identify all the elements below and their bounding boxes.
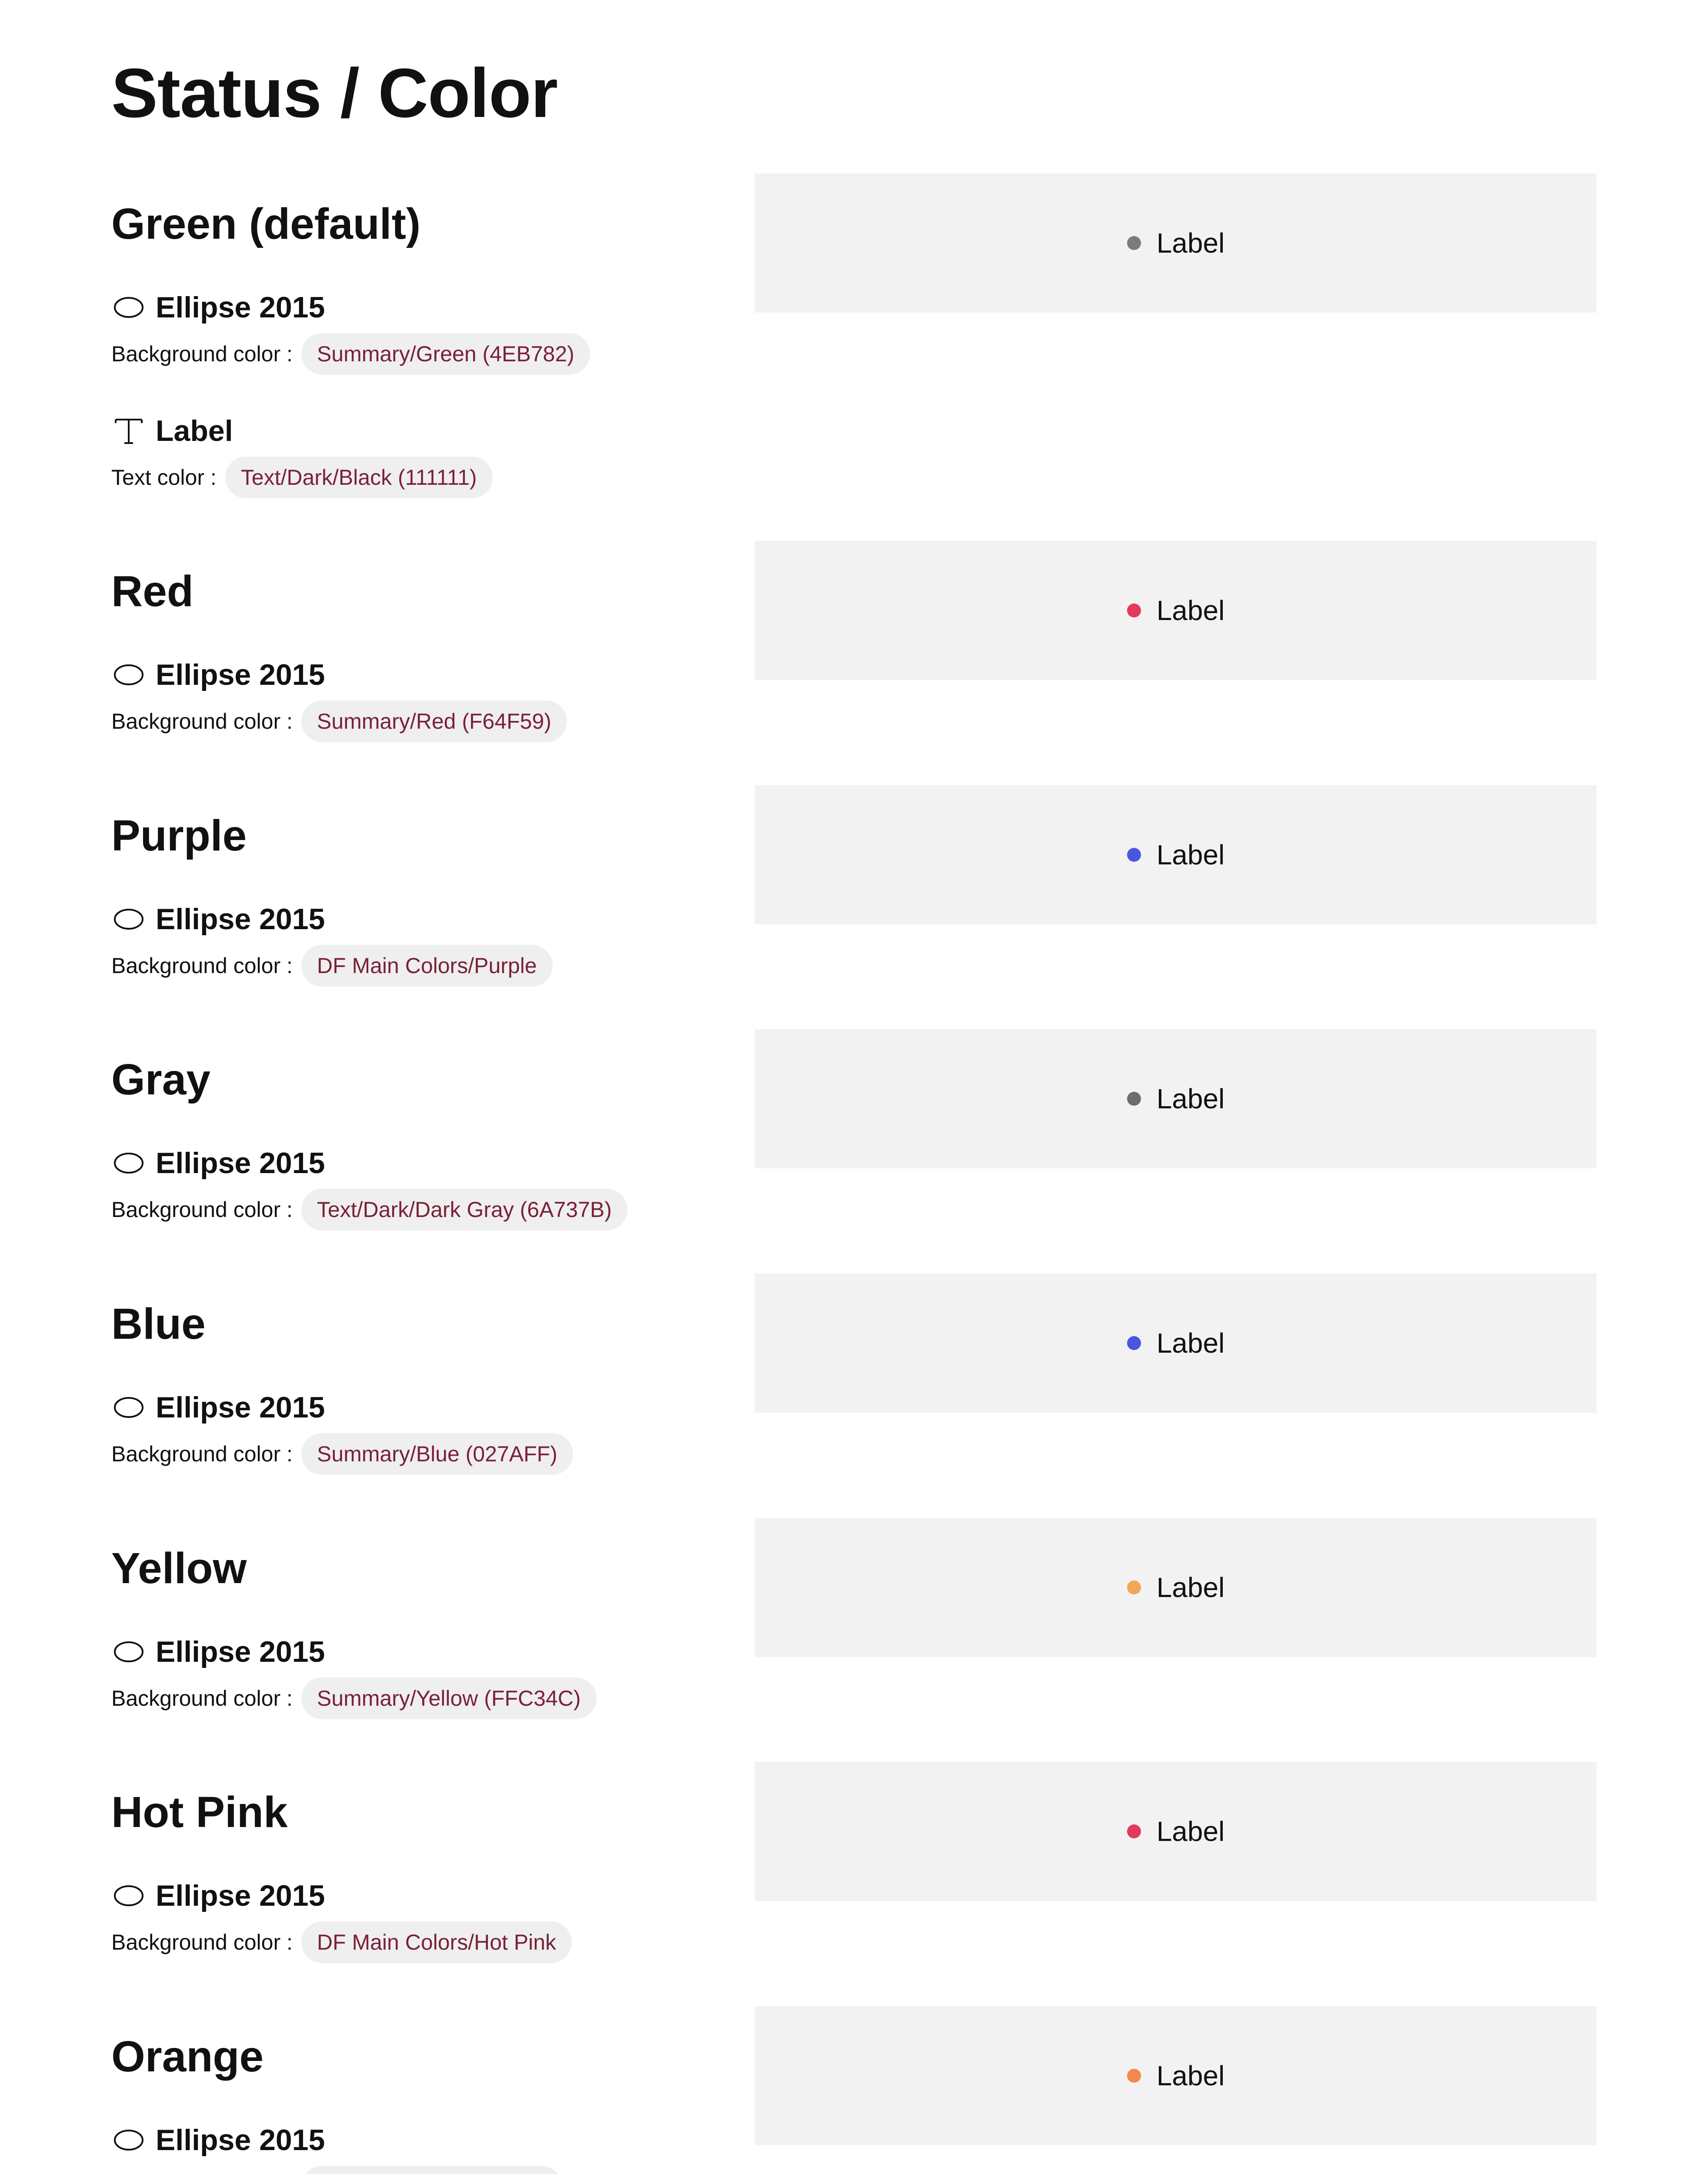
status-dot xyxy=(1127,1092,1141,1106)
layer-name: Label xyxy=(156,414,233,447)
background-color-prop xyxy=(111,333,590,375)
background-color-prop xyxy=(111,1433,573,1475)
status-text: Label xyxy=(1156,595,1225,626)
ellipse-icon xyxy=(111,2123,146,2157)
status-label[interactable] xyxy=(1127,1574,1225,1601)
ellipse-layer xyxy=(111,1634,325,1669)
layer-name: Ellipse 2015 xyxy=(156,1147,325,1180)
ellipse-layer xyxy=(111,1146,325,1180)
status-dot xyxy=(1127,1336,1141,1350)
ellipse-layer xyxy=(111,290,325,325)
status-dot xyxy=(1127,848,1141,862)
ellipse-icon xyxy=(111,657,146,692)
background-color-prop xyxy=(111,945,553,987)
background-color-prop xyxy=(111,1677,597,1719)
ellipse-icon xyxy=(111,1878,146,1913)
page-title: Status / Color xyxy=(111,54,558,132)
prop-label: Background color : xyxy=(111,709,293,734)
prop-label: Background color : xyxy=(111,1930,293,1954)
prop-label: Background color : xyxy=(111,1442,293,1466)
text-icon xyxy=(111,413,146,448)
ellipse-layer xyxy=(111,657,325,692)
status-label[interactable] xyxy=(1127,229,1225,257)
status-preview xyxy=(755,1518,1597,1657)
color-token-chip[interactable]: Summary/Blue (027AFF) xyxy=(301,1433,573,1475)
color-token-chip[interactable]: DF Main Colors/Hot Pink xyxy=(301,1921,572,1963)
layer-name: Ellipse 2015 xyxy=(156,291,325,324)
ellipse-layer xyxy=(111,902,325,937)
prop-label: Background color : xyxy=(111,342,293,366)
status-dot xyxy=(1127,1580,1141,1594)
color-token-chip[interactable]: Summary/Green (4EB782) xyxy=(301,333,590,375)
ellipse-layer xyxy=(111,1390,325,1425)
ellipse-layer xyxy=(111,1878,325,1913)
status-preview xyxy=(755,173,1597,313)
status-dot xyxy=(1127,236,1141,250)
ellipse-icon xyxy=(111,902,146,937)
prop-label: Text color : xyxy=(111,465,217,490)
status-preview xyxy=(755,1274,1597,1413)
section-title: Yellow xyxy=(111,1544,247,1593)
status-label[interactable] xyxy=(1127,841,1225,869)
layer-name: Ellipse 2015 xyxy=(156,2124,325,2157)
status-preview xyxy=(755,2006,1597,2145)
ellipse-layer xyxy=(111,2123,325,2157)
background-color-prop xyxy=(111,1189,627,1230)
status-preview xyxy=(755,1029,1597,1168)
background-color-prop xyxy=(111,700,567,742)
text-color-prop xyxy=(111,457,493,498)
status-preview xyxy=(755,541,1597,680)
status-dot xyxy=(1127,604,1141,617)
status-preview xyxy=(755,785,1597,924)
layer-name: Ellipse 2015 xyxy=(156,1391,325,1424)
status-label[interactable] xyxy=(1127,1085,1225,1113)
prop-label: Background color : xyxy=(111,1686,293,1711)
background-color-prop xyxy=(111,1921,572,1963)
status-dot xyxy=(1127,2069,1141,2083)
status-text: Label xyxy=(1156,1083,1225,1114)
layer-name: Ellipse 2015 xyxy=(156,1635,325,1668)
color-token-chip[interactable]: Text/Dark/Dark Gray (6A737B) xyxy=(301,1189,627,1230)
section-title: Hot Pink xyxy=(111,1788,288,1837)
status-text: Label xyxy=(1156,2060,1225,2091)
section-title: Red xyxy=(111,567,193,616)
color-token-chip[interactable]: Summary/Yellow (FFC34C) xyxy=(301,1677,597,1719)
status-text: Label xyxy=(1156,839,1225,870)
status-label[interactable] xyxy=(1127,2062,1225,2090)
color-token-chip[interactable]: DF Main Colors/Purple xyxy=(301,945,553,987)
status-dot xyxy=(1127,1824,1141,1838)
color-token-chip[interactable]: Text/Dark/Black (111111) xyxy=(225,457,493,498)
prop-label: Background color : xyxy=(111,1197,293,1222)
status-label[interactable] xyxy=(1127,597,1225,624)
color-token-chip[interactable]: Summary/Red (F64F59) xyxy=(301,700,567,742)
status-text: Label xyxy=(1156,1572,1225,1603)
layer-name: Ellipse 2015 xyxy=(156,903,325,936)
ellipse-icon xyxy=(111,1634,146,1669)
background-color-prop xyxy=(111,2166,562,2174)
ellipse-icon xyxy=(111,1146,146,1180)
section-title: Gray xyxy=(111,1055,210,1104)
layer-name: Ellipse 2015 xyxy=(156,1879,325,1912)
ellipse-icon xyxy=(111,290,146,325)
status-text: Label xyxy=(1156,1327,1225,1359)
status-label[interactable] xyxy=(1127,1329,1225,1357)
ellipse-icon xyxy=(111,1390,146,1425)
color-token-chip[interactable] xyxy=(301,2166,562,2174)
status-text: Label xyxy=(1156,227,1225,259)
status-text: Label xyxy=(1156,1816,1225,1847)
section-title: Orange xyxy=(111,2032,264,2081)
section-title: Green (default) xyxy=(111,200,421,248)
prop-label: Background color : xyxy=(111,954,293,978)
status-preview xyxy=(755,1762,1597,1901)
layer-name: Ellipse 2015 xyxy=(156,658,325,691)
section-title: Blue xyxy=(111,1300,206,1348)
section-title: Purple xyxy=(111,811,247,860)
text-layer xyxy=(111,413,233,448)
status-label[interactable] xyxy=(1127,1817,1225,1845)
